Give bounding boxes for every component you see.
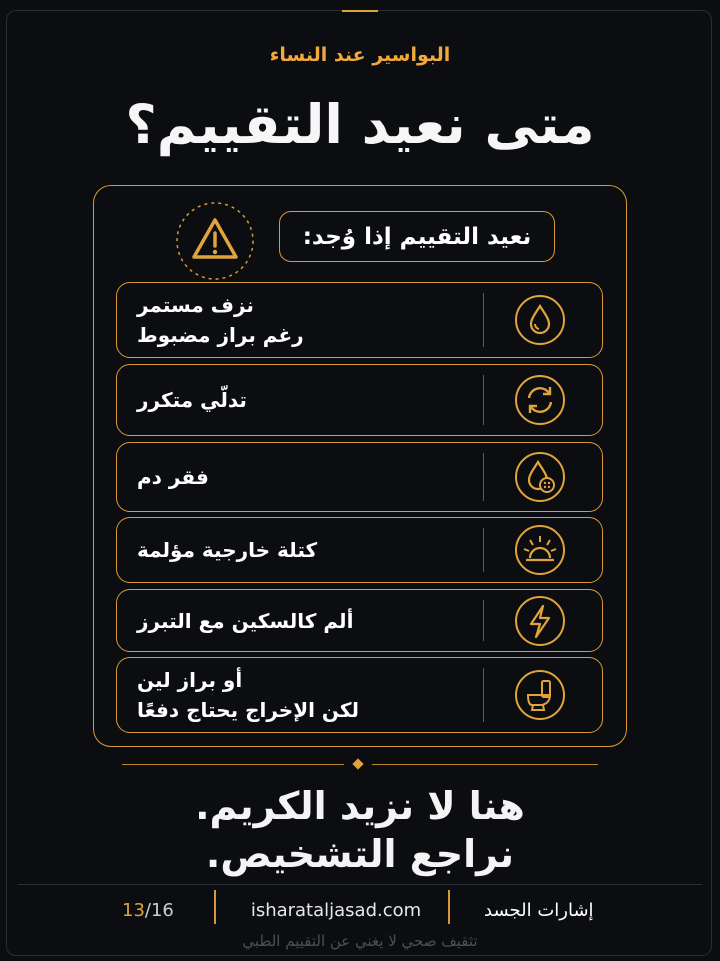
row-separator bbox=[483, 293, 484, 347]
toilet-icon bbox=[512, 667, 568, 723]
list-item bbox=[116, 517, 603, 583]
list-item bbox=[116, 364, 603, 436]
item-text-line1: ألم كالسكين مع التبرز bbox=[137, 608, 354, 633]
item-text-line1: نزف مستمر bbox=[137, 293, 254, 317]
refresh-cycle-icon bbox=[512, 372, 568, 428]
warning-triangle-icon bbox=[174, 200, 256, 282]
divider-left bbox=[122, 764, 344, 765]
drop-with-cells-icon bbox=[512, 449, 568, 505]
list-item bbox=[116, 589, 603, 652]
row-separator bbox=[483, 375, 484, 425]
divider-right bbox=[372, 764, 598, 765]
page-counter bbox=[122, 892, 174, 928]
item-text-line1: أو براز لين bbox=[137, 668, 243, 692]
message-line1: هنا لا نزيد الكريم. bbox=[195, 784, 525, 828]
row-separator bbox=[483, 668, 484, 722]
item-text-line1: تدلّي متكرر bbox=[137, 388, 247, 412]
item-text-line2: لكن الإخراج يحتاج دفعًا bbox=[137, 698, 360, 722]
item-text-line1: كتلة خارجية مؤلمة bbox=[137, 538, 318, 562]
list-item bbox=[116, 657, 603, 733]
footer-divider bbox=[18, 884, 702, 885]
row-separator bbox=[483, 528, 484, 572]
list-item bbox=[116, 282, 603, 358]
brand-name: إشارات الجسد bbox=[484, 899, 594, 921]
list-item bbox=[116, 442, 603, 512]
top-accent-line bbox=[342, 10, 378, 12]
row-separator bbox=[483, 600, 484, 641]
pain-burst-icon bbox=[512, 522, 568, 578]
item-text-line2: رغم براز مضبوط bbox=[137, 323, 304, 347]
row-separator bbox=[483, 453, 484, 501]
criteria-heading: نعيد التقييم إذا وُجد: bbox=[279, 211, 555, 262]
item-text-line1: فقر دم bbox=[137, 465, 209, 489]
page-subtitle: البواسير عند النساء bbox=[269, 44, 451, 66]
disclaimer: تثقيف صحي لا يغني عن التقييم الطبي bbox=[242, 932, 478, 950]
page-current: 13 bbox=[122, 899, 145, 921]
message-line2: نراجع التشخيص. bbox=[205, 832, 515, 876]
page-title: متى نعيد التقييم؟ bbox=[125, 93, 595, 156]
website-link[interactable]: isharataljasad.com bbox=[250, 899, 422, 921]
page-total: /16 bbox=[144, 899, 174, 921]
footer-separator bbox=[214, 890, 216, 924]
blood-drop-icon bbox=[512, 292, 568, 348]
footer-separator bbox=[448, 890, 450, 924]
lightning-icon bbox=[512, 593, 568, 649]
